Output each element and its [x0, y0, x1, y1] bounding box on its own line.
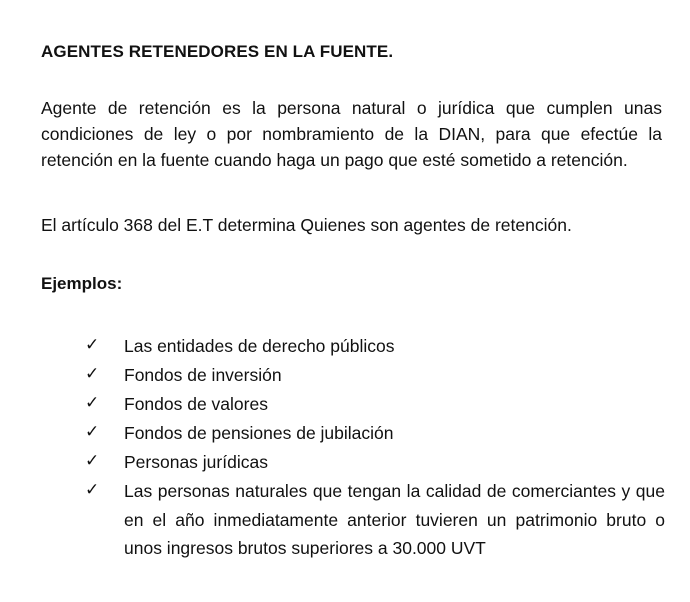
- list-item: [85, 332, 665, 361]
- list-item-label: Las personas naturales que tengan la calidad de comerciantes y que en el año inmediatamente anterior tuvieren un patrimonio bruto o unos ingresos brutos superiores a 30.000 UVT: [124, 481, 665, 558]
- check-mark-icon: ✓: [85, 422, 100, 442]
- list-item-label: Fondos de inversión: [124, 365, 282, 385]
- list-item-label: Personas jurídicas: [124, 452, 268, 472]
- list-item: [85, 477, 665, 563]
- list-item-label: Las entidades de derecho públicos: [124, 336, 395, 356]
- check-mark-icon: ✓: [85, 451, 100, 471]
- examples-title: Ejemplos:: [41, 274, 123, 293]
- list-item: [85, 361, 665, 390]
- article-reference-paragraph: El artículo 368 del E.T determina Quienes son agentes de retención.: [41, 215, 572, 235]
- list-item-label: Fondos de pensiones de jubilación: [124, 423, 394, 443]
- list-item: [85, 390, 665, 419]
- check-mark-icon: ✓: [85, 335, 100, 355]
- check-mark-icon: ✓: [85, 364, 100, 384]
- document-heading: AGENTES RETENEDORES EN LA FUENTE.: [41, 42, 394, 61]
- list-item-label: Fondos de valores: [124, 394, 268, 414]
- definition-paragraph: Agente de retención es la persona natural o jurídica que cumplen unas condiciones de ley o por nombramiento de la DIAN, para que efectúe la retención en la fuente cuando haga un pago que esté sometido a retención.: [41, 98, 662, 170]
- check-mark-icon: ✓: [85, 480, 100, 500]
- examples-list: [85, 332, 665, 563]
- check-mark-icon: ✓: [85, 393, 100, 413]
- list-item: [85, 419, 665, 448]
- list-item: [85, 448, 665, 477]
